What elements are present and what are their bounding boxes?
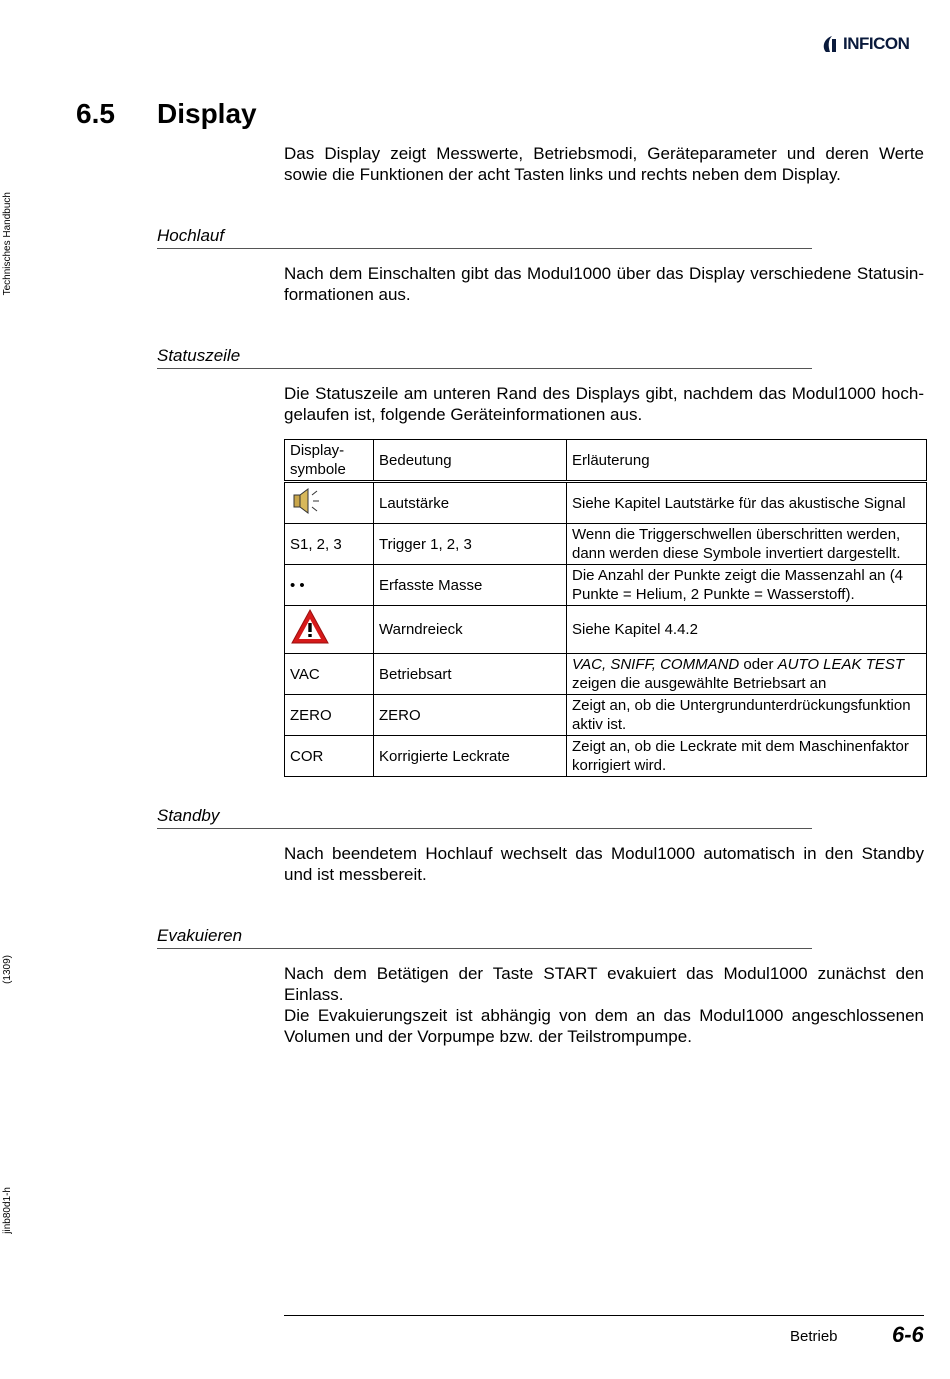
section-title-statuszeile: Statuszeile <box>157 346 812 369</box>
header-symbol: Display-symbole <box>285 440 374 482</box>
meaning-cell: Warndreieck <box>374 606 567 654</box>
explanation-cell: Wenn die Triggerschwellen überschritten werden, dann werden diese Symbole invertiert dargestellt. <box>567 524 927 565</box>
standby-paragraph: Nach beendetem Hochlauf wechselt das Modul1000 automatisch in den Standby und ist messbereit. <box>284 844 924 884</box>
table-row <box>285 695 927 736</box>
meaning-cell: Betriebsart <box>374 654 567 695</box>
display-symbols-table <box>284 439 927 777</box>
header-explanation: Erläuterung <box>567 440 927 482</box>
meaning-cell: Lautstärke <box>374 482 567 524</box>
table-row <box>285 654 927 695</box>
side-label-doc: jinb80d1-h <box>2 1187 13 1234</box>
mode-names: VAC, SNIFF, COMMAND <box>572 656 740 673</box>
section-title-standby: Standby <box>157 806 812 829</box>
table-row <box>285 606 927 654</box>
explanation-cell: Die Anzahl der Punkte zeigt die Massenzahl an (4 Punkte = Helium, 2 Punkte = Wasserstoff). <box>567 565 927 606</box>
symbol-cell: ZERO <box>285 695 374 736</box>
explanation-cell <box>567 654 927 695</box>
heading-number: 6.5 <box>76 98 115 129</box>
explanation-cell: Zeigt an, ob die Untergrundunterdrückungsfunktion aktiv ist. <box>567 695 927 736</box>
meaning-cell: Trigger 1, 2, 3 <box>374 524 567 565</box>
explanation-cell: Siehe Kapitel 4.4.2 <box>567 606 927 654</box>
warning-triangle-icon <box>290 608 330 646</box>
section-title-hochlauf: Hochlauf <box>157 226 812 249</box>
speaker-icon <box>290 486 326 516</box>
mode-description: zeigen die ausgewählte Betriebsart an <box>572 675 827 692</box>
header-meaning: Bedeutung <box>374 440 567 482</box>
meaning-cell: Korrigierte Leckrate <box>374 736 567 777</box>
meaning-cell: Erfasste Masse <box>374 565 567 606</box>
conjunction: oder <box>739 656 778 673</box>
inficon-logo <box>820 34 909 54</box>
footer-page-number: 6-6 <box>892 1322 924 1347</box>
side-label-code: (1309) <box>2 955 13 984</box>
mode-auto-leak-test: AUTO LEAK TEST <box>777 656 905 673</box>
section-title-evakuieren: Evakuieren <box>157 926 812 949</box>
symbol-cell: S1, 2, 3 <box>285 524 374 565</box>
intro-paragraph: Das Display zeigt Messwerte, Betriebsmodi, Geräteparameter und deren Werte sowie die Funktionen der acht Tasten links und rechts neben dem Display. <box>284 144 924 184</box>
evakuieren-paragraph-2: Die Evakuierungszeit ist abhängig von dem an das Modul1000 angeschlossenen Volumen und der Vorpumpe bzw. der Teilstrompumpe. <box>284 1006 924 1046</box>
table-row <box>285 736 927 777</box>
meaning-cell: ZERO <box>374 695 567 736</box>
footer-section: Betrieb <box>790 1328 838 1345</box>
table-row <box>285 524 927 565</box>
table-header-row <box>285 440 927 482</box>
footer-divider <box>284 1315 924 1316</box>
symbol-cell <box>285 606 374 654</box>
symbol-cell: COR <box>285 736 374 777</box>
explanation-cell: Zeigt an, ob die Leckrate mit dem Maschinenfaktor korrigiert wird. <box>567 736 927 777</box>
heading-title: Display <box>157 98 257 129</box>
side-label-manual: Technisches Handbuch <box>2 192 13 296</box>
symbol-cell: VAC <box>285 654 374 695</box>
table-row <box>285 565 927 606</box>
symbol-cell <box>285 482 374 524</box>
inficon-logo-icon <box>820 34 840 54</box>
table-row <box>285 482 927 524</box>
hochlauf-paragraph: Nach dem Einschalten gibt das Modul1000 über das Display verschiedene Statusin-formationen aus. <box>284 264 924 304</box>
evakuieren-paragraph-1: Nach dem Betätigen der Taste START evakuiert das Modul1000 zunächst den Einlass. <box>284 964 924 1004</box>
statuszeile-paragraph: Die Statuszeile am unteren Rand des Displays gibt, nachdem das Modul1000 hoch-gelaufen ist, folgende Geräteinformationen aus. <box>284 384 924 424</box>
symbol-cell: • • <box>285 565 374 606</box>
explanation-cell: Siehe Kapitel Lautstärke für das akustische Signal <box>567 482 927 524</box>
logo-text: INFICON <box>843 34 910 53</box>
